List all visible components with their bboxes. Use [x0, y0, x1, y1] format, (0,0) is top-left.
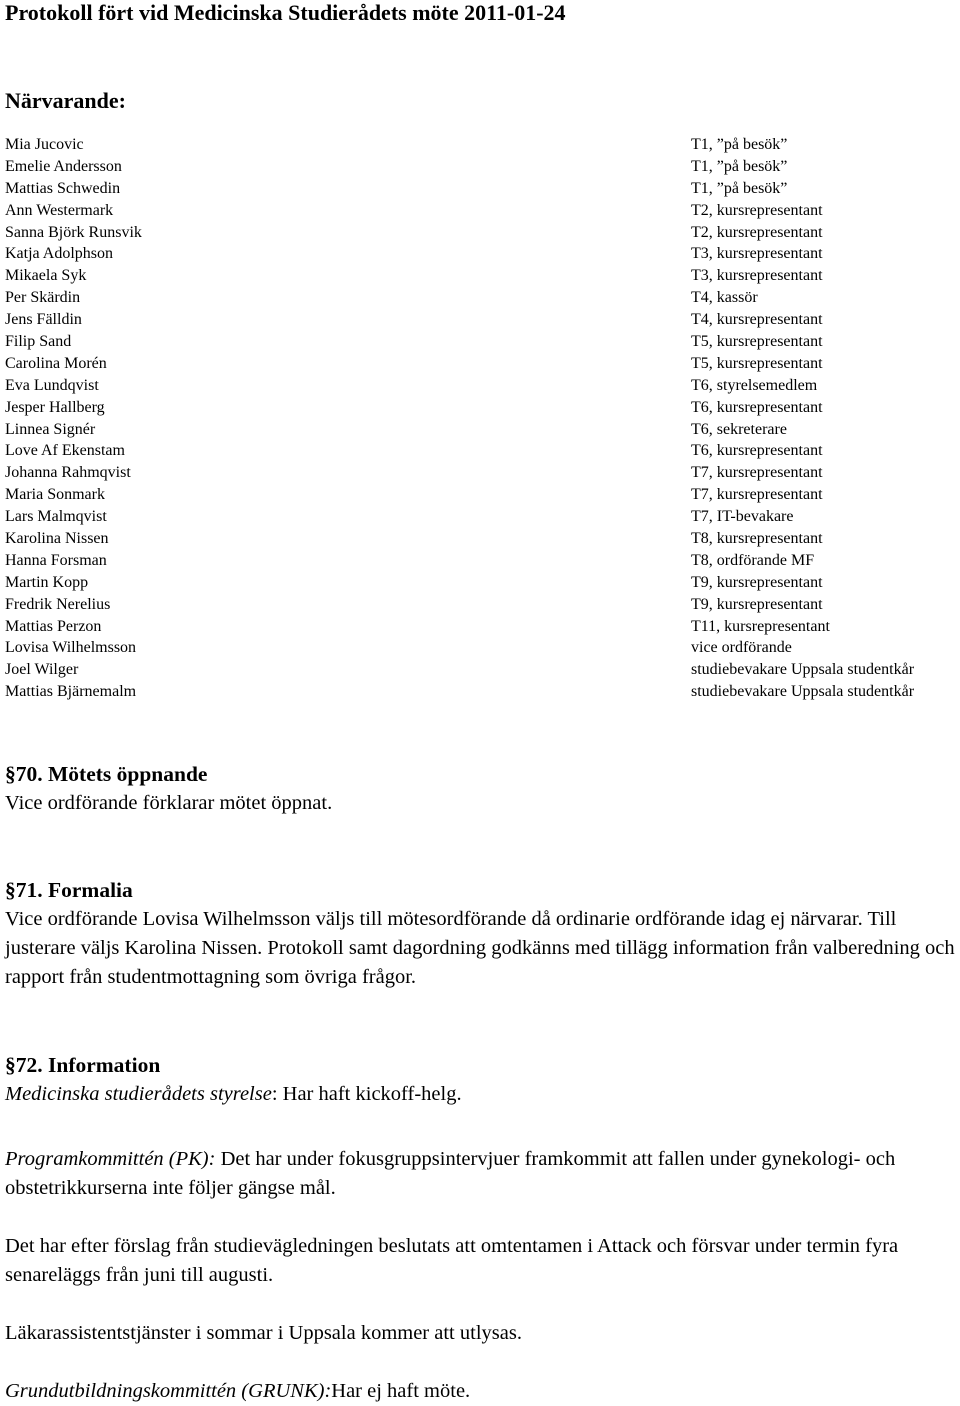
attendee-role: vice ordförande — [691, 639, 792, 657]
attendee-row — [5, 309, 955, 331]
attendee-role: T7, IT-bevakare — [691, 508, 794, 526]
attendee-name: Fredrik Nerelius — [5, 595, 111, 613]
attendee-name: Ann Westermark — [5, 201, 114, 219]
attendee-row — [5, 243, 955, 265]
attendee-role: T4, kursrepresentant — [691, 311, 823, 329]
attendee-name: Mikaela Syk — [5, 267, 87, 285]
attendee-role: T8, ordförande MF — [691, 551, 815, 569]
attendee-name: Johanna Rahmqvist — [5, 464, 131, 482]
attendee-role: T7, kursrepresentant — [691, 486, 823, 504]
attendee-role: T1, ”på besök” — [691, 136, 788, 153]
attendee-role: studiebevakare Uppsala studentkår — [691, 683, 915, 701]
attendee-row — [5, 528, 955, 550]
attendee-name: Sanna Björk Runsvik — [5, 223, 142, 241]
attendee-row — [5, 594, 955, 616]
attendee-row — [5, 265, 955, 287]
attendee-list — [5, 134, 955, 703]
section-72-board-text: : Har haft kickoff-helg. — [271, 1083, 462, 1105]
attendee-role: T4, kassör — [691, 289, 758, 307]
attendee-name: Hanna Forsman — [5, 551, 107, 569]
section-72-grunk-text: Har ej haft möte. — [331, 1380, 471, 1402]
attendee-row — [5, 506, 955, 528]
attendee-name: Maria Sonmark — [5, 486, 105, 504]
section-72-pk-text: Det har under fokusgruppsintervjuer framkommit att fallen under gynekologi- och obstetrikkurserna inte följer gängse mål. — [5, 1148, 896, 1199]
section-72-exam-paragraph: Det har efter förslag från studievägledningen beslutats att omtentamen i Attack och försvar under termin fyra senareläggs från juni till augusti. — [5, 1235, 899, 1286]
attendee-name: Love Af Ekenstam — [5, 442, 125, 460]
attendee-name: Martin Kopp — [5, 573, 89, 591]
section-72-board-label: Medicinska studierådets styrelse — [5, 1083, 272, 1105]
attendee-role: T3, kursrepresentant — [691, 245, 823, 263]
attendee-name: Katja Adolphson — [5, 245, 113, 263]
attendee-name: Linnea Signér — [5, 420, 96, 438]
section-71-heading: §71. Formalia — [5, 878, 133, 902]
attendee-row — [5, 287, 955, 309]
attendee-role: T2, kursrepresentant — [691, 223, 823, 241]
attendee-role: T6, kursrepresentant — [691, 398, 823, 416]
attendee-role: T5, kursrepresentant — [691, 333, 823, 351]
section-72-board-paragraph — [5, 1080, 955, 1109]
attendee-row — [5, 440, 955, 462]
attendee-role: T9, kursrepresentant — [691, 573, 823, 591]
attendee-row — [5, 222, 955, 244]
attendee-row — [5, 331, 955, 353]
attendee-role: T2, kursrepresentant — [691, 201, 823, 219]
section-72-pk-label: Programkommittén (PK): — [5, 1148, 216, 1170]
attendee-name: Mattias Bjärnemalm — [5, 683, 137, 701]
section-70 — [5, 760, 955, 818]
section-72 — [5, 1051, 955, 1109]
attendee-row — [5, 616, 955, 638]
section-72-assistant-paragraph: Läkarassistentstjänster i sommar i Uppsala kommer att utlysas. — [5, 1322, 522, 1344]
attendee-name: Per Skärdin — [5, 289, 81, 307]
section-70-heading: §70. Mötets öppnande — [5, 762, 208, 786]
attendee-name: Carolina Morén — [5, 354, 107, 372]
attendee-name: Filip Sand — [5, 333, 72, 351]
attendee-role: T11, kursrepresentant — [691, 617, 830, 635]
attendee-name: Joel Wilger — [5, 661, 79, 679]
attendee-row — [5, 572, 955, 594]
attendee-row — [5, 178, 955, 200]
attendee-row — [5, 419, 955, 441]
section-71 — [5, 876, 955, 992]
attendee-name: Karolina Nissen — [5, 530, 109, 548]
attendee-name: Mattias Perzon — [5, 617, 102, 635]
attendee-name: Jens Fälldin — [5, 311, 82, 329]
attendee-row — [5, 156, 955, 178]
attendee-name: Emelie Andersson — [5, 157, 122, 175]
attendee-role: studiebevakare Uppsala studentkår — [691, 661, 915, 679]
attendee-row — [5, 200, 955, 222]
attendee-row — [5, 484, 955, 506]
section-70-text: Vice ordförande förklarar mötet öppnat. — [5, 792, 333, 814]
attendee-role: T6, kursrepresentant — [691, 442, 823, 460]
attendee-row — [5, 637, 955, 659]
section-72-grunk-paragraph — [5, 1377, 955, 1406]
attendee-name: Eva Lundqvist — [5, 376, 99, 394]
attendee-row — [5, 134, 955, 156]
attendee-row — [5, 397, 955, 419]
attendee-role: T9, kursrepresentant — [691, 595, 823, 613]
attendee-name: Mattias Schwedin — [5, 179, 121, 197]
attendee-role: T6, styrelsemedlem — [691, 376, 818, 394]
attendee-row — [5, 375, 955, 397]
attendee-row — [5, 353, 955, 375]
attendee-role: T5, kursrepresentant — [691, 354, 823, 372]
attendee-row — [5, 659, 955, 681]
attendee-row — [5, 681, 955, 703]
attendance-heading: Närvarande: — [5, 88, 126, 113]
attendee-role: T1, ”på besök” — [691, 179, 788, 197]
section-72-grunk-label: Grundutbildningskommittén (GRUNK): — [5, 1380, 332, 1402]
attendee-role: T3, kursrepresentant — [691, 267, 823, 285]
attendee-name: Lovisa Wilhelmsson — [5, 639, 137, 657]
document-title: Protokoll fört vid Medicinska Studierådets möte 2011-01-24 — [5, 0, 566, 25]
attendee-row — [5, 462, 955, 484]
attendee-row — [5, 550, 955, 572]
attendee-role: T6, sekreterare — [691, 420, 787, 438]
attendee-role: T7, kursrepresentant — [691, 464, 823, 482]
attendee-name: Jesper Hallberg — [5, 398, 105, 416]
section-72-heading: §72. Information — [5, 1053, 161, 1077]
attendee-role: T1, ”på besök” — [691, 157, 788, 175]
attendee-role: T8, kursrepresentant — [691, 530, 823, 548]
attendee-name: Lars Malmqvist — [5, 508, 107, 526]
section-72-pk-paragraph — [5, 1145, 955, 1203]
attendee-name: Mia Jucovic — [5, 136, 84, 153]
section-71-text: Vice ordförande Lovisa Wilhelmsson väljs till mötesordförande då ordinarie ordförande idag ej närvarar. Till justerare väljs Karolina Nissen. Protokoll samt dagordning godkänns med tillägg information från valberedning och rapport från studentmottagning som övriga frågor. — [5, 908, 955, 988]
